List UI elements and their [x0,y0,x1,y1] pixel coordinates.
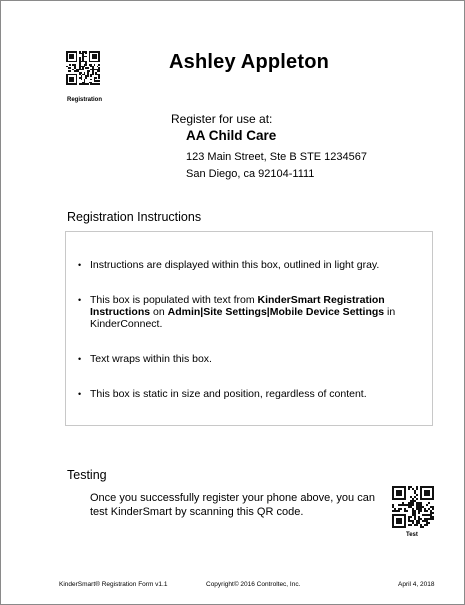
organization-name: AA Child Care [186,128,277,143]
instructions-box [65,231,433,426]
test-qr-code-icon [392,486,434,528]
user-name-heading: Ashley Appleton [169,51,330,73]
instruction-text: This box is static in size and position, regardless of content. [90,388,367,400]
address-line-2: San Diego, ca 92104-1111 [186,168,315,180]
instruction-bullet [78,353,418,365]
footer-form-name: KinderSmart® Registration Form v1.1 [59,581,168,588]
instruction-bold-source: KinderSmart Registration Instructions [90,294,385,318]
instruction-bullet [78,259,418,271]
instruction-text [90,294,418,330]
bullet-icon: • [78,389,82,399]
footer-date: April 4, 2018 [398,581,435,588]
instruction-text-part: on [150,306,168,318]
register-for-label: Register for use at: [171,112,273,126]
instruction-bullet [78,388,418,400]
testing-title: Testing [67,468,107,482]
bullet-icon: • [78,295,82,305]
instruction-text-part: This box is populated with text from [90,294,258,306]
address-line-1: 123 Main Street, Ste B STE 1234567 [186,151,368,163]
testing-instructions-text: Once you successfully register your phone above, you can test KinderSmart by scanning this QR code. [90,492,375,518]
registration-qr-caption: Registration [67,97,103,103]
registration-qr-code-icon [66,51,100,85]
instruction-text-part: in KinderConnect. [90,306,396,330]
test-qr-caption: Test [406,532,418,538]
bullet-icon: • [78,354,82,364]
instruction-bold-path: Admin|Site Settings|Mobile Device Settings [167,306,385,318]
instruction-bullet [78,294,418,330]
instruction-text: Instructions are displayed within this box, outlined in light gray. [90,259,380,271]
bullet-icon: • [78,260,82,270]
registration-instructions-title: Registration Instructions [67,210,202,224]
instruction-text: Text wraps within this box. [90,353,212,365]
footer-copyright: Copyright© 2016 Controltec, Inc. [206,581,301,588]
